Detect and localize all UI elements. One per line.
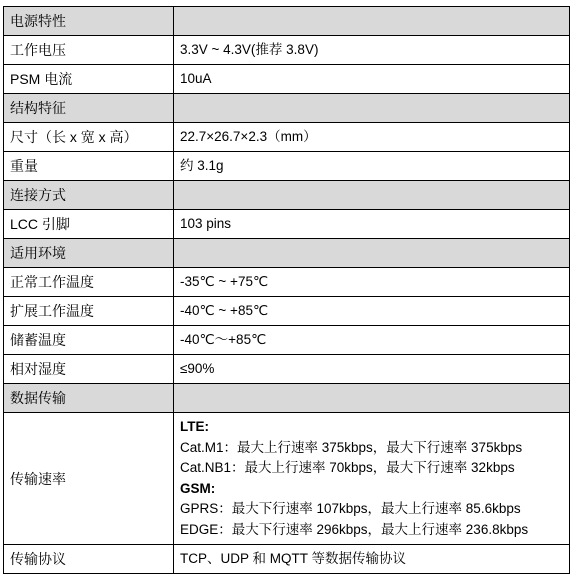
table-row xyxy=(4,210,570,239)
row-value: 10uA xyxy=(174,65,570,94)
lte-heading: LTE: xyxy=(180,419,209,434)
table-row xyxy=(4,297,570,326)
table-row-rate xyxy=(4,413,570,545)
row-label: 传输协议 xyxy=(4,545,174,574)
row-value: -35℃ ~ +75℃ xyxy=(174,268,570,297)
section-header-data-transfer xyxy=(4,384,570,413)
rate-cell xyxy=(174,413,570,545)
row-label: PSM 电流 xyxy=(4,65,174,94)
section-title: 电源特性 xyxy=(4,7,174,36)
table-row xyxy=(4,65,570,94)
table-row xyxy=(4,545,570,574)
row-value: 103 pins xyxy=(174,210,570,239)
row-value: 约 3.1g xyxy=(174,152,570,181)
row-value: ≤90% xyxy=(174,355,570,384)
table-row xyxy=(4,326,570,355)
section-blank xyxy=(174,7,570,36)
row-label: 正常工作温度 xyxy=(4,268,174,297)
section-header-environment xyxy=(4,239,570,268)
section-title: 结构特征 xyxy=(4,94,174,123)
gprs-line: GPRS：最大下行速率 107kbps，最大上行速率 85.6kbps xyxy=(180,501,521,516)
spec-table xyxy=(3,6,570,574)
row-value: 3.3V ~ 4.3V(推荐 3.8V) xyxy=(174,36,570,65)
section-title: 适用环境 xyxy=(4,239,174,268)
section-header-structure xyxy=(4,94,570,123)
gsm-heading: GSM: xyxy=(180,480,216,496)
row-value: -40℃ ~ +85℃ xyxy=(174,297,570,326)
row-label: 扩展工作温度 xyxy=(4,297,174,326)
table-row xyxy=(4,355,570,384)
row-label: 重量 xyxy=(4,152,174,181)
row-label: 尺寸（长 x 宽 x 高） xyxy=(4,123,174,152)
section-blank xyxy=(174,94,570,123)
section-header-power xyxy=(4,7,570,36)
section-title: 连接方式 xyxy=(4,181,174,210)
row-label: 传输速率 xyxy=(4,413,174,545)
cat-nb1-line: Cat.NB1：最大上行速率 70kbps，最大下行速率 32kbps xyxy=(180,460,515,475)
section-title: 数据传输 xyxy=(4,384,174,413)
cat-m1-line: Cat.M1：最大上行速率 375kbps，最大下行速率 375kbps xyxy=(180,439,523,455)
section-blank xyxy=(174,384,570,413)
section-blank xyxy=(174,239,570,268)
row-label: 工作电压 xyxy=(4,36,174,65)
row-label: 储蓄温度 xyxy=(4,326,174,355)
table-row xyxy=(4,36,570,65)
table-row xyxy=(4,268,570,297)
table-row xyxy=(4,152,570,181)
rate-block xyxy=(180,413,563,544)
row-value: 22.7×26.7×2.3（mm） xyxy=(174,123,570,152)
section-header-connection xyxy=(4,181,570,210)
edge-line: EDGE：最大下行速率 296kbps，最大上行速率 236.8kbps xyxy=(180,521,529,537)
row-label: 相对湿度 xyxy=(4,355,174,384)
section-blank xyxy=(174,181,570,210)
row-value: -40℃～+85℃ xyxy=(174,326,570,355)
row-label: LCC 引脚 xyxy=(4,210,174,239)
table-row xyxy=(4,123,570,152)
row-value: TCP、UDP 和 MQTT 等数据传输协议 xyxy=(174,545,570,574)
